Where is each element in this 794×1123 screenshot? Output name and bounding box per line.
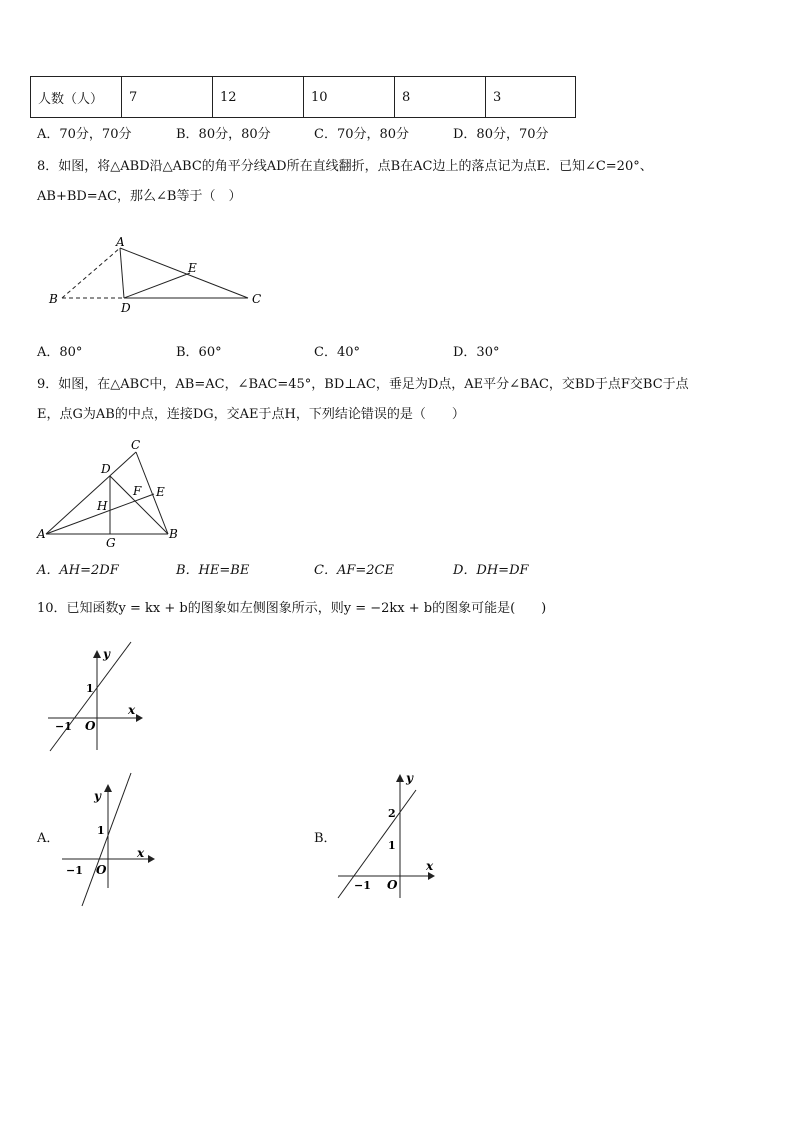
point-label-h: H — [97, 499, 108, 513]
x-axis-label: x — [128, 703, 136, 717]
origin-label: O — [85, 719, 96, 733]
q8-triangle-figure — [40, 230, 280, 318]
q8-option-b: B．60° — [176, 345, 222, 360]
point-label-b: B — [49, 292, 58, 306]
point-label-e: E — [156, 485, 165, 499]
q9-stem-line2: E，点G为AB的中点，连接DG，交AE于点H，下列结论错误的是（ ） — [37, 407, 465, 422]
point-label-c: C — [252, 292, 262, 306]
point-label-f: F — [133, 484, 142, 498]
q8-stem-line2: AB+BD=AC，那么∠B等于（ ） — [37, 189, 242, 204]
segment-ac — [120, 248, 248, 298]
q10-stem: 10．已知函数y = kx + b的图象如左侧图象所示，则y = −2kx + b的图象可能是( ) — [37, 601, 547, 616]
q9-option-c: C．AF=2CE — [314, 563, 394, 578]
q9-stem-line1: 9．如图，在△ABC中，AB=AC，∠BAC=45°，BD⊥AC，垂足为D点，AE平分∠BAC，交BD于点F交BC于点 — [37, 377, 689, 392]
segment-ac — [46, 452, 136, 534]
x-axis-label: x — [137, 846, 145, 860]
q9-triangle-figure — [36, 436, 186, 552]
y-axis-label: y — [406, 771, 413, 785]
q9-option-d: D．DH=DF — [453, 563, 529, 578]
segment-ad — [120, 248, 124, 298]
y-axis-arrow-icon — [104, 784, 112, 792]
tick-label-y: 1 — [97, 824, 105, 837]
y-axis-label: y — [94, 789, 101, 803]
table-cell: 3 — [486, 77, 576, 118]
point-label-b: B — [169, 527, 178, 541]
point-label-c: C — [131, 438, 141, 452]
point-label-a: A — [37, 527, 46, 541]
table-cell: 7 — [122, 77, 213, 118]
q10-given-graph — [44, 638, 144, 756]
x-axis-arrow-icon — [428, 872, 435, 880]
x-axis-arrow-icon — [136, 714, 143, 722]
point-label-a: A — [116, 235, 125, 249]
table-header-cell: 人数（人） — [31, 77, 122, 118]
q10-option-b-graph — [332, 770, 442, 900]
function-line — [338, 790, 416, 898]
q7-option-a: A．70分，70分 — [37, 127, 132, 142]
tick-label-x: −1 — [66, 864, 83, 877]
tick-label-x: −1 — [55, 720, 72, 733]
point-label-d: D — [121, 301, 131, 315]
y-axis-label: y — [103, 647, 110, 661]
tick-label-y2: 2 — [388, 807, 396, 820]
point-label-d: D — [101, 462, 111, 476]
segment-de — [124, 273, 190, 298]
q8-stem-line1: 8．如图，将△ABD沿△ABC的角平分线AD所在直线翻折，点B在AC边上的落点记为点E．已知∠C=20°、 — [37, 159, 653, 174]
table-cell: 8 — [395, 77, 486, 118]
tick-label-y: 1 — [86, 682, 94, 695]
table-cell: 12 — [213, 77, 304, 118]
x-axis-label: x — [426, 859, 434, 873]
tick-label-x: −1 — [354, 879, 371, 892]
function-line — [82, 773, 131, 906]
tick-label-y1: 1 — [388, 839, 396, 852]
table-row — [31, 77, 576, 118]
q10-option-a-label: A． — [37, 831, 60, 846]
y-axis-arrow-icon — [396, 774, 404, 782]
segment-ab-dashed — [62, 248, 120, 298]
q10-option-a-graph — [60, 770, 160, 910]
q10-option-b-label: B． — [314, 831, 337, 846]
q8-option-d: D．30° — [453, 345, 500, 360]
q7-option-b: B．80分，80分 — [176, 127, 271, 142]
point-label-e: E — [188, 261, 197, 275]
function-line — [50, 642, 131, 751]
q8-option-c: C．40° — [314, 345, 360, 360]
origin-label: O — [96, 863, 107, 877]
table-cell: 10 — [304, 77, 395, 118]
y-axis-arrow-icon — [93, 650, 101, 658]
x-axis-arrow-icon — [148, 855, 155, 863]
q9-option-b: B．HE=BE — [176, 563, 250, 578]
score-table — [30, 76, 576, 118]
q7-option-c: C．70分，80分 — [314, 127, 410, 142]
point-label-g: G — [106, 536, 116, 550]
origin-label: O — [387, 878, 398, 892]
q7-option-d: D．80分，70分 — [453, 127, 549, 142]
q8-option-a: A．80° — [37, 345, 83, 360]
q9-option-a: A．AH=2DF — [37, 563, 119, 578]
